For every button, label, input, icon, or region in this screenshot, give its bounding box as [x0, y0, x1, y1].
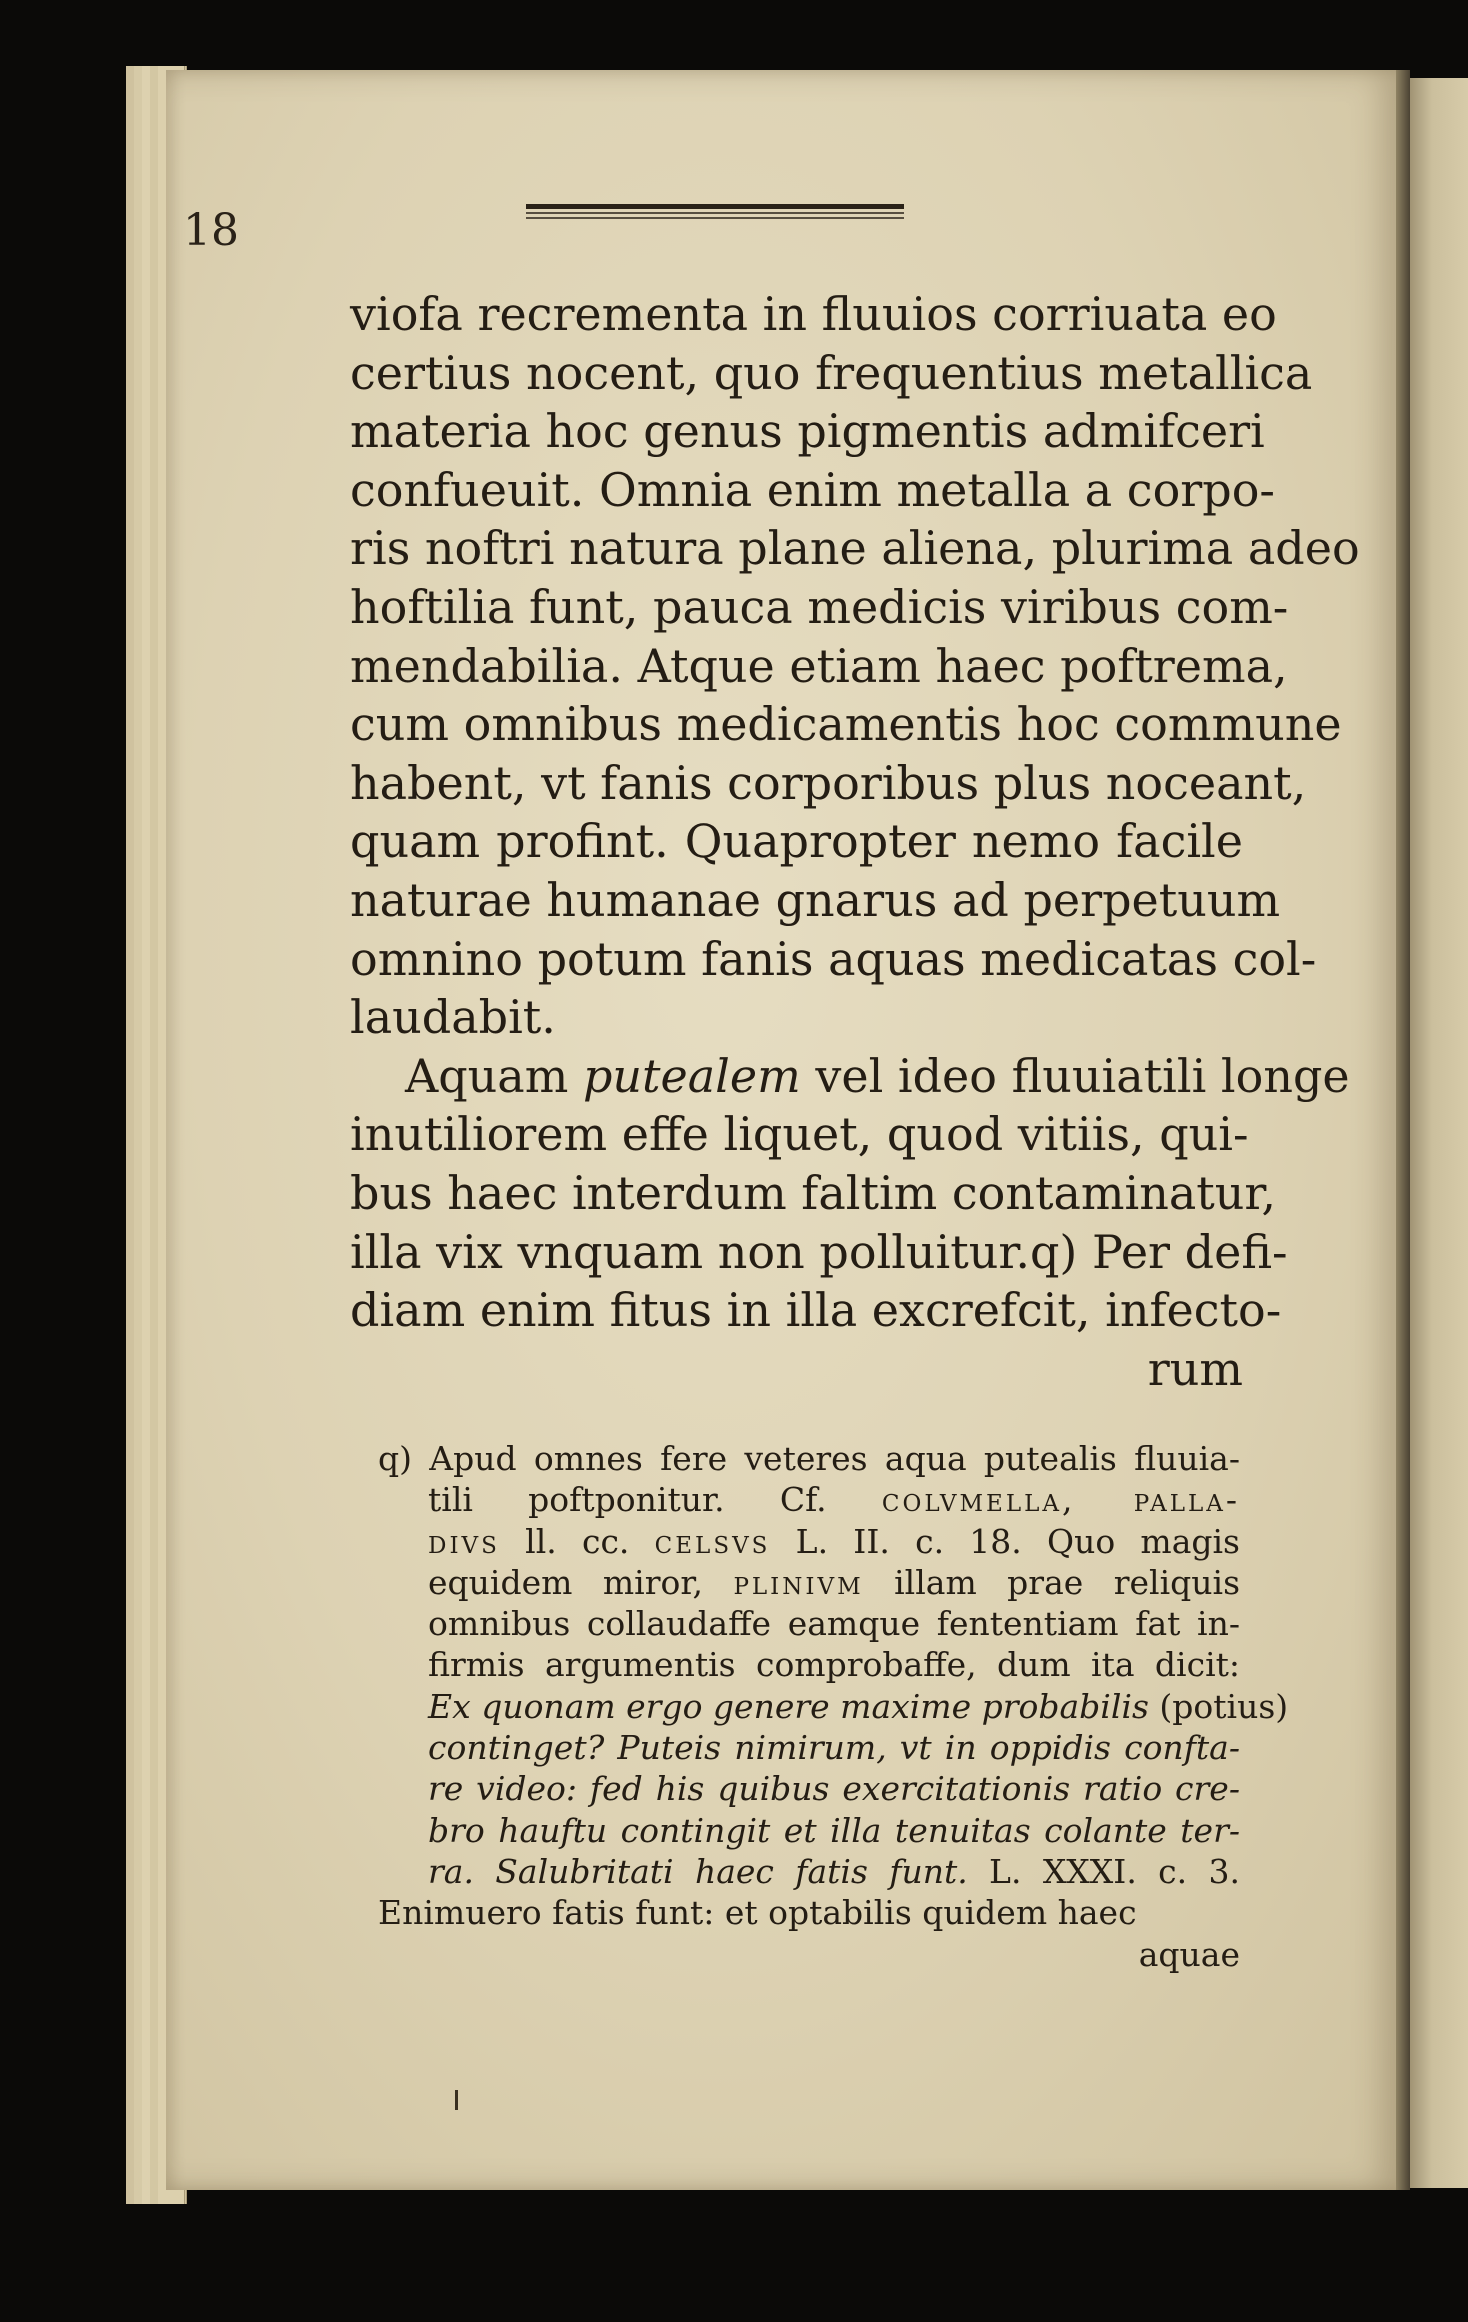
footnote-line — [378, 1768, 1240, 1809]
text-run: ll. cc. — [499, 1521, 655, 1561]
facing-page — [1408, 78, 1468, 2188]
text-line: habent, vt fanis corporibus plus noceant, — [350, 755, 1307, 810]
main-text — [350, 285, 1360, 1398]
text-line: cum omnibus medicamentis hoc commune — [350, 697, 1342, 752]
catchword: aquae — [1138, 1934, 1240, 1974]
quotation: ra. Salubritati haec fatis funt. — [428, 1851, 968, 1891]
footnote-line: omnibus collaudaffe eamque fententiam fat in- — [428, 1604, 1240, 1644]
page-number: 18 — [183, 205, 239, 256]
text-line: laudabit. — [350, 990, 556, 1045]
text-run: vel ideo fluuiatili longe — [800, 1048, 1350, 1103]
header-ornament-rule — [526, 204, 904, 230]
footnote-line — [378, 1521, 1240, 1562]
footnote-line: q) Apud omnes fere veteres aqua putealis fluuia- — [378, 1439, 1240, 1478]
text-line: omnino potum fanis aquas medicatas col- — [350, 931, 1317, 986]
text-line: naturae humanae gnarus ad perpetuum — [350, 872, 1281, 927]
footnote-line: firmis argumentis comprobaffe, dum ita dicit: — [428, 1645, 1240, 1685]
text-run: equidem miror, — [428, 1562, 734, 1602]
footnote-line — [378, 1686, 1289, 1727]
footnote-line — [378, 1851, 1240, 1892]
author-name: colvmella, palla- — [881, 1480, 1240, 1520]
text-line: materia hoc genus pigmentis admifceri — [350, 404, 1265, 459]
ornament-line — [526, 204, 904, 209]
text-run: (potius) — [1148, 1686, 1289, 1726]
footnote-line — [378, 1810, 1240, 1851]
text-line: diam enim fitus in illa excrefcit, infecto- — [350, 1283, 1282, 1338]
text-line: illa vix vnquam non polluitur.q) Per defi- — [350, 1224, 1288, 1279]
text-run: tili poftponitur. Cf. — [428, 1480, 882, 1520]
text-run: L. II. c. 18. Quo magis — [770, 1521, 1240, 1561]
text-line — [350, 1047, 1350, 1106]
quotation: continget? Puteis nimirum, vt in oppidis confta- — [428, 1728, 1240, 1768]
quotation: re video: fed his quibus exercitationis ratio cre- — [428, 1769, 1240, 1809]
footnote-line — [378, 1562, 1240, 1603]
paragraph-2 — [350, 1047, 1350, 1399]
text-line: ris noftri natura plane aliena, plurima adeo — [350, 521, 1360, 576]
ornament-line — [526, 217, 904, 219]
ornament-line — [526, 212, 904, 214]
text-run: Aquam — [405, 1048, 583, 1103]
text-line: hoftilia funt, pauca medicis viribus com- — [350, 579, 1289, 634]
quotation: bro hauftu contingit et illa tenuitas colante ter- — [428, 1810, 1240, 1850]
text-line: confueuit. Omnia enim metalla a corpo- — [350, 462, 1275, 517]
text-run: L. XXXI. c. 3. — [967, 1851, 1240, 1891]
text-line: mendabilia. Atque etiam haec poftrema, — [350, 638, 1288, 693]
author-name: divs — [428, 1521, 500, 1561]
catchword: rum — [1147, 1341, 1243, 1396]
text-line: bus haec interdum faltim contaminatur, — [350, 1165, 1276, 1220]
text-line: inutiliorem effe liquet, quod vitiis, qui- — [350, 1107, 1249, 1162]
book-gutter — [1396, 70, 1410, 2190]
footnote-line — [378, 1479, 1240, 1520]
author-name: plinivm — [733, 1562, 864, 1602]
footnote — [378, 1438, 1289, 1975]
ink-mark — [455, 2090, 458, 2110]
paragraph-1 — [350, 285, 1360, 1047]
italic-word: putealem — [582, 1048, 801, 1103]
text-run: illam prae reliquis — [863, 1562, 1241, 1602]
quotation: Ex quonam ergo genere maxime probabilis — [428, 1686, 1149, 1726]
author-name: celsvs — [654, 1521, 771, 1561]
text-line: quam profint. Quapropter nemo facile — [350, 814, 1243, 869]
footnote-line — [378, 1727, 1240, 1768]
text-line: viofa recrementa in fluuios corriuata eo — [350, 287, 1277, 341]
footnote-line: Enimuero fatis funt: et optabilis quidem haec — [378, 1893, 1137, 1933]
text-line: certius nocent, quo frequentius metallica — [350, 345, 1313, 400]
